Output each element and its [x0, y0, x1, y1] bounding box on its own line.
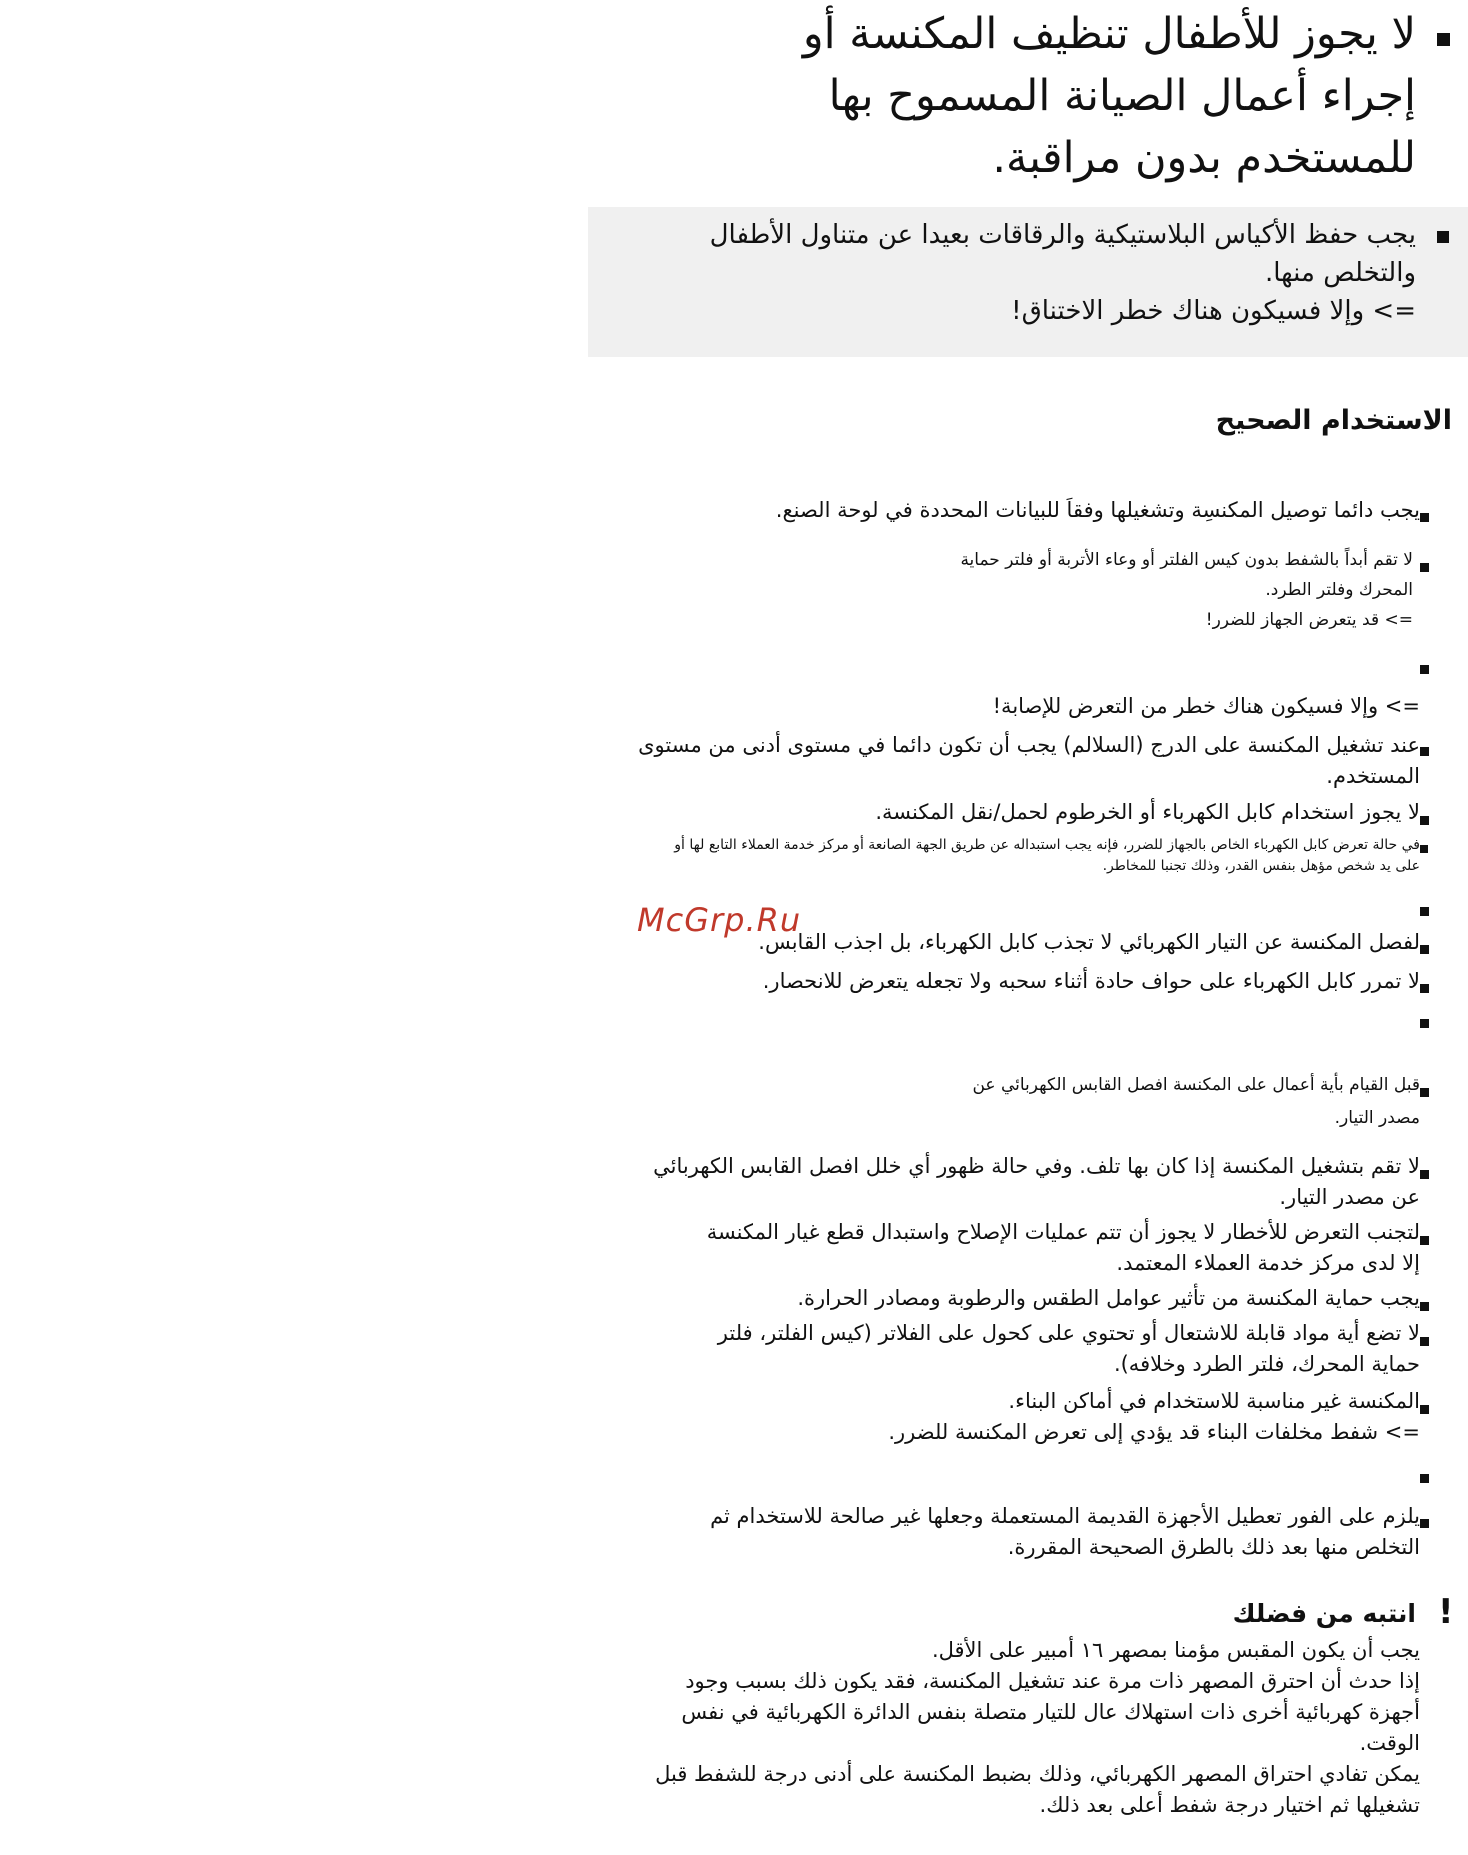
item-cable-damage — [674, 835, 1420, 877]
text-line: والتخلص منها. — [1265, 258, 1416, 288]
bullet — [1420, 845, 1428, 853]
bullet — [1437, 33, 1450, 46]
item-unplug: لفصل المكنسة عن التيار الكهربائي لا تجذب كابل الكهرباء، بل اجذب القابس. — [758, 930, 1420, 954]
item-disposal — [710, 1501, 1420, 1563]
text-line: أجهزة كهربائية أخرى ذات استهلاك عال للتيار متصلة بنفس الدائرة الكهربائية في نفس — [681, 1700, 1420, 1724]
text-line: لا تضع أية مواد قابلة للاشتعال أو تحتوي على كحول على الفلاتر (كيس الفلتر، فلتر — [717, 1321, 1420, 1345]
text-line: عن مصدر التيار. — [1279, 1185, 1420, 1209]
text-line: => وإلا فسيكون هناك خطر الاختناق! — [1011, 296, 1416, 326]
bullet — [1420, 1302, 1429, 1311]
text-line: على يد شخص مؤهل بنفس القدر، وذلك تجنبا للمخاطر. — [1102, 858, 1420, 874]
text-line: يلزم على الفور تعطيل الأجهزة القديمة المستعملة وجعلها غير صالحة للاستخدام ثم — [710, 1504, 1420, 1528]
text-line: قبل القيام بأية أعمال على المكنسة افصل القابس الكهربائي عن — [972, 1075, 1420, 1095]
section-heading: الاستخدام الصحيح — [1215, 405, 1452, 436]
item-damaged — [653, 1151, 1420, 1213]
bullet — [1420, 1519, 1429, 1528]
item-before-work — [972, 1072, 1420, 1131]
item-weather: يجب حماية المكنسة من تأثير عوامل الطقس والرطوبة ومصادر الحرارة. — [797, 1286, 1420, 1310]
text-line: الوقت. — [1359, 1731, 1420, 1755]
attention-text — [655, 1635, 1420, 1821]
bullet — [1420, 816, 1429, 825]
text-line: إجراء أعمال الصيانة المسموح بها — [828, 71, 1416, 121]
bullet — [1420, 513, 1429, 522]
text-line: حماية المحرك، فلتر الطرد وخلافه). — [1113, 1352, 1420, 1376]
bullet — [1420, 984, 1429, 993]
children-cleaning-warning — [803, 3, 1416, 189]
bullet — [1420, 945, 1429, 954]
bullet — [1437, 231, 1449, 243]
watermark: McGrp.Ru — [637, 901, 802, 939]
text-line: لتجنب التعرض للأخطار لا يجوز أن تتم عمليات الإصلاح واستبدال قطع غيار المكنسة — [706, 1220, 1420, 1244]
item-stairs — [638, 730, 1420, 792]
bullet — [1420, 1474, 1429, 1483]
item-cable-carry: لا يجوز استخدام كابل الكهرباء أو الخرطوم لحمل/نقل المكنسة. — [875, 800, 1420, 824]
text-line: إذا حدث أن احترق المصهر ذات مرة عند تشغيل المكنسة، فقد يكون ذلك بسبب وجود — [685, 1669, 1420, 1693]
bullet — [1420, 1337, 1429, 1346]
text-line: المحرك وفلتر الطرد. — [1265, 580, 1413, 600]
text-line: يجب حفظ الأكياس البلاستيكية والرقاقات بعيدا عن متناول الأطفال — [709, 220, 1416, 250]
text-line: => شفط مخلفات البناء قد يؤدي إلى تعرض المكنسة للضرر. — [888, 1420, 1420, 1444]
item-flammable — [718, 1318, 1420, 1380]
text-line: لا يجوز للأطفال تنظيف المكنسة أو — [802, 9, 1416, 59]
item-injury: => وإلا فسيكون هناك خطر من التعرض للإصابة! — [992, 694, 1420, 718]
item-filters — [960, 547, 1413, 633]
item-sharp-edges: لا تمرر كابل الكهرباء على حواف حادة أثناء سحبه ولا تجعله يتعرض للانحصار. — [762, 969, 1420, 993]
text-line: يجب أن يكون المقبس مؤمنا بمصهر ١٦ أمبير على الأقل. — [931, 1638, 1420, 1662]
text-line: في حالة تعرض كابل الكهرباء الخاص بالجهاز للضرر، فإنه يجب استبداله عن طريق الجهة الصانعة أو مركز خدمة العملاء التابع لها أو — [674, 837, 1420, 853]
attention-title: انتبه من فضلك — [1232, 1599, 1416, 1628]
text-line: المكنسة غير مناسبة للاستخدام في أماكن البناء. — [1008, 1389, 1420, 1413]
item-connect: يجب دائما توصيل المكنسِة وتشغيلها وفقاَ للبيانات المحددة في لوحة الصنع. — [775, 498, 1420, 522]
text-line: إلا لدى مركز خدمة العملاء المعتمد. — [1116, 1251, 1420, 1275]
text-line: تشغيلها ثم اختيار درجة شفط أعلى بعد ذلك. — [1039, 1793, 1420, 1817]
bullet — [1420, 1170, 1429, 1179]
bullet — [1420, 907, 1429, 916]
bullet — [1420, 1019, 1429, 1028]
text-line: المستخدم. — [1326, 764, 1420, 788]
bullet — [1420, 1236, 1429, 1245]
text-line: => قد يتعرض الجهاز للضرر! — [1205, 610, 1413, 630]
text-line: التخلص منها بعد ذلك بالطرق الصحيحة المقررة. — [1007, 1535, 1420, 1559]
bullet — [1420, 563, 1429, 572]
text-line: مصدر التيار. — [1334, 1108, 1420, 1128]
bullet — [1420, 1088, 1429, 1097]
text-line: للمستخدم بدون مراقبة. — [992, 133, 1416, 183]
text-line: عند تشغيل المكنسة على الدرج (السلالم) يجب أن تكون دائما في مستوى أدنى من مستوى — [638, 733, 1420, 757]
plastic-bags-warning — [710, 216, 1416, 330]
item-construction — [888, 1386, 1420, 1448]
bullet — [1420, 747, 1429, 756]
bullet — [1420, 665, 1429, 674]
bullet — [1420, 1405, 1429, 1414]
item-repairs — [707, 1217, 1420, 1279]
text-line: لا تقم أبداً بالشفط بدون كيس الفلتر أو وعاء الأتربة أو فلتر حماية — [960, 550, 1413, 570]
exclamation-icon: ! — [1438, 1592, 1454, 1632]
text-line: يمكن تفادي احتراق المصهر الكهربائي، وذلك بضبط المكنسة على أدنى درجة للشفط قبل — [655, 1762, 1420, 1786]
text-line: لا تقم بتشغيل المكنسة إذا كان بها تلف. وفي حالة ظهور أي خلل افصل القابس الكهربائي — [653, 1154, 1420, 1178]
